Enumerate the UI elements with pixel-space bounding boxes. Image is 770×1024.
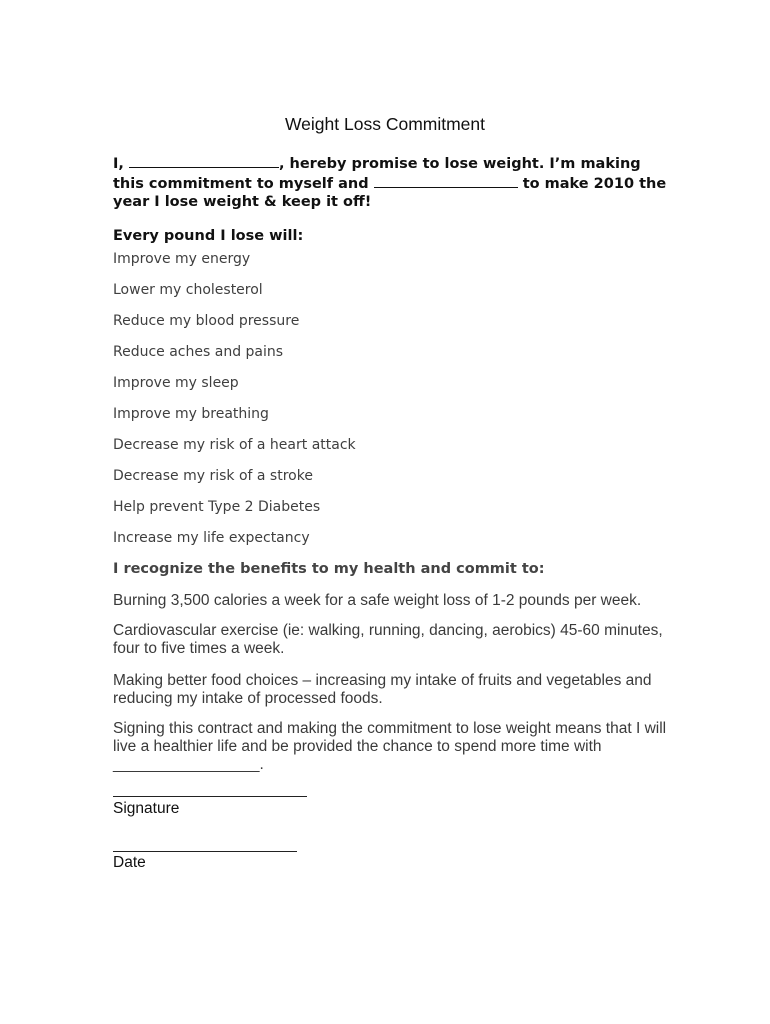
benefits-heading: Every pound I lose will: bbox=[113, 228, 304, 244]
benefit-item: Reduce aches and pains bbox=[113, 344, 284, 360]
signature-line bbox=[113, 796, 307, 797]
pledge-part-2: , hereby promise to lose weight. I’m making this commitment to myself and bbox=[113, 156, 641, 192]
pledge-part-3: to make 2010 the year I lose weight & keep it off! bbox=[113, 175, 667, 210]
benefit-item: Decrease my risk of a stroke bbox=[113, 468, 313, 484]
pledge-statement bbox=[113, 154, 673, 212]
benefit-item: Increase my life expectancy bbox=[113, 530, 310, 546]
page-title: Weight Loss Commitment bbox=[284, 114, 486, 134]
name-blank bbox=[129, 154, 279, 168]
benefit-item: Decrease my risk of a heart attack bbox=[113, 437, 356, 453]
date-line bbox=[113, 851, 297, 852]
closing-paragraph: Signing this contract and making the commitment to lose weight means that I will live a healthier life and be provided the chance to spend more time with _________________. bbox=[113, 720, 667, 773]
benefit-item: Reduce my blood pressure bbox=[113, 313, 300, 329]
benefit-item: Improve my sleep bbox=[113, 375, 239, 391]
benefit-item: Improve my breathing bbox=[113, 406, 269, 422]
date-label: Date bbox=[113, 854, 146, 871]
benefit-item: Improve my energy bbox=[113, 251, 251, 267]
signature-label: Signature bbox=[113, 800, 180, 817]
witness-blank bbox=[374, 174, 518, 188]
commit-heading: I recognize the benefits to my health and commit to: bbox=[113, 561, 545, 577]
benefit-item: Help prevent Type 2 Diabetes bbox=[113, 499, 321, 515]
commitment-item: Burning 3,500 calories a week for a safe weight loss of 1-2 pounds per week. bbox=[113, 592, 642, 609]
commitment-item: Cardiovascular exercise (ie: walking, running, dancing, aerobics) 45-60 minutes, four to five times a week. bbox=[113, 622, 663, 657]
pledge-part-1: I, bbox=[113, 156, 129, 172]
commitment-item: Making better food choices – increasing my intake of fruits and vegetables and reducing my intake of processed foods. bbox=[113, 672, 652, 707]
benefit-item: Lower my cholesterol bbox=[113, 282, 263, 298]
